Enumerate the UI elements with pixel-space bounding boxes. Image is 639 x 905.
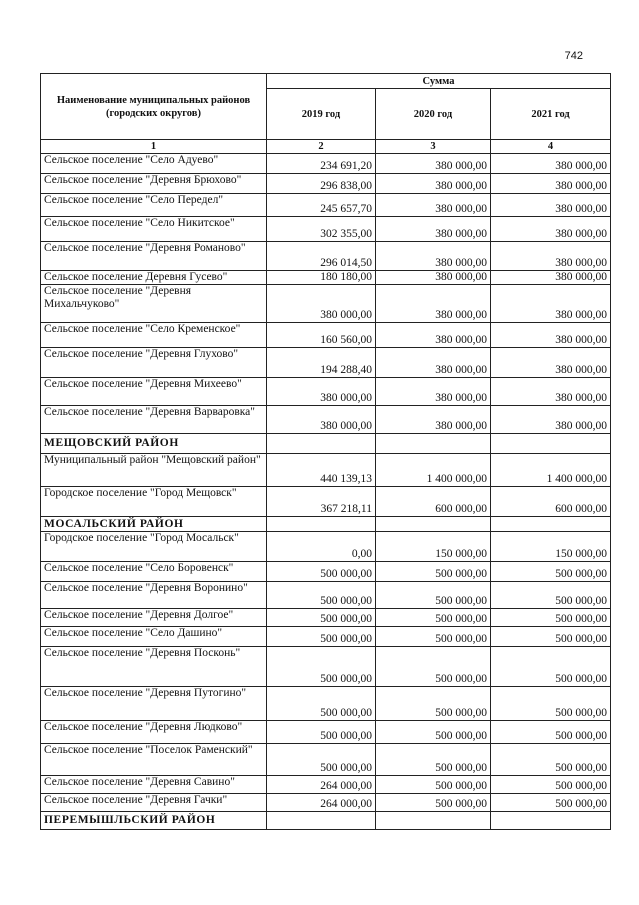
section-row bbox=[41, 812, 611, 830]
column-number-2: 2 bbox=[267, 140, 376, 154]
value-2020: 380 000,00 bbox=[376, 378, 491, 406]
value-2021: 500 000,00 bbox=[491, 647, 611, 687]
value-2021: 380 000,00 bbox=[491, 271, 611, 285]
value-2019: 296 838,00 bbox=[267, 174, 376, 194]
table-row bbox=[41, 154, 611, 174]
table-row bbox=[41, 562, 611, 582]
value-2019: 380 000,00 bbox=[267, 285, 376, 323]
row-name: Сельское поселение "Деревня Глухово" bbox=[41, 348, 267, 378]
header-year-2019: 2019 год bbox=[267, 89, 376, 140]
header-sum: Сумма bbox=[267, 74, 611, 89]
row-name: Сельское поселение "Село Боровенск" bbox=[41, 562, 267, 582]
table-row bbox=[41, 454, 611, 487]
value-2020: 500 000,00 bbox=[376, 721, 491, 744]
column-number-1: 1 bbox=[41, 140, 267, 154]
value-2019: 500 000,00 bbox=[267, 562, 376, 582]
value-2021: 150 000,00 bbox=[491, 532, 611, 562]
row-name: Сельское поселение "Село Адуево" bbox=[41, 154, 267, 174]
value-2021: 380 000,00 bbox=[491, 217, 611, 242]
table-row bbox=[41, 776, 611, 794]
value-2019: 500 000,00 bbox=[267, 609, 376, 627]
value-2021: 500 000,00 bbox=[491, 687, 611, 721]
column-number-4: 4 bbox=[491, 140, 611, 154]
value-2021: 500 000,00 bbox=[491, 744, 611, 776]
value-2019: 264 000,00 bbox=[267, 794, 376, 812]
value-2020: 500 000,00 bbox=[376, 794, 491, 812]
table-row bbox=[41, 609, 611, 627]
row-name: МЕЩОВСКИЙ РАЙОН bbox=[41, 434, 267, 454]
table-row bbox=[41, 194, 611, 217]
section-row bbox=[41, 517, 611, 532]
header-year-2021: 2021 год bbox=[491, 89, 611, 140]
value-2020: 500 000,00 bbox=[376, 647, 491, 687]
value-2021: 500 000,00 bbox=[491, 721, 611, 744]
row-name: Сельское поселение "Деревня Савино" bbox=[41, 776, 267, 794]
row-name: Сельское поселение "Село Передел" bbox=[41, 194, 267, 217]
value-2020: 380 000,00 bbox=[376, 174, 491, 194]
table-row bbox=[41, 348, 611, 378]
value-2020: 500 000,00 bbox=[376, 744, 491, 776]
value-2020: 380 000,00 bbox=[376, 285, 491, 323]
value-2021: 380 000,00 bbox=[491, 285, 611, 323]
value-2020: 380 000,00 bbox=[376, 194, 491, 217]
value-2019: 367 218,11 bbox=[267, 487, 376, 517]
table-row bbox=[41, 271, 611, 285]
value-2020: 380 000,00 bbox=[376, 154, 491, 174]
row-name: ПЕРЕМЫШЛЬСКИЙ РАЙОН bbox=[41, 812, 267, 830]
table-row bbox=[41, 647, 611, 687]
value-2020: 380 000,00 bbox=[376, 323, 491, 348]
value-2019 bbox=[267, 517, 376, 532]
value-2021: 380 000,00 bbox=[491, 174, 611, 194]
budget-table bbox=[40, 73, 611, 830]
row-name: Сельское поселение "Деревня Посконь" bbox=[41, 647, 267, 687]
value-2019: 160 560,00 bbox=[267, 323, 376, 348]
value-2021: 380 000,00 bbox=[491, 242, 611, 271]
value-2021: 500 000,00 bbox=[491, 776, 611, 794]
value-2021: 380 000,00 bbox=[491, 378, 611, 406]
table-row bbox=[41, 378, 611, 406]
row-name: Сельское поселение "Деревня Путогино" bbox=[41, 687, 267, 721]
value-2020: 150 000,00 bbox=[376, 532, 491, 562]
value-2019: 500 000,00 bbox=[267, 647, 376, 687]
page-number: 742 bbox=[564, 50, 583, 62]
value-2020 bbox=[376, 812, 491, 830]
value-2020: 380 000,00 bbox=[376, 348, 491, 378]
value-2021 bbox=[491, 517, 611, 532]
table-row bbox=[41, 532, 611, 562]
row-name: Сельское поселение "Деревня Долгое" bbox=[41, 609, 267, 627]
row-name: Городское поселение "Город Мещовск" bbox=[41, 487, 267, 517]
table-row bbox=[41, 487, 611, 517]
value-2021: 380 000,00 bbox=[491, 323, 611, 348]
value-2020: 380 000,00 bbox=[376, 271, 491, 285]
row-name: Сельское поселение "Село Никитское" bbox=[41, 217, 267, 242]
value-2021: 380 000,00 bbox=[491, 406, 611, 434]
value-2019: 245 657,70 bbox=[267, 194, 376, 217]
header-name: Наименование муниципальных районов (городских округов) bbox=[41, 74, 267, 140]
value-2021: 380 000,00 bbox=[491, 154, 611, 174]
row-name: Городское поселение "Город Мосальск" bbox=[41, 532, 267, 562]
table-row bbox=[41, 687, 611, 721]
value-2021 bbox=[491, 812, 611, 830]
row-name: Сельское поселение "Поселок Раменский" bbox=[41, 744, 267, 776]
value-2020 bbox=[376, 517, 491, 532]
value-2021: 500 000,00 bbox=[491, 582, 611, 609]
value-2021: 600 000,00 bbox=[491, 487, 611, 517]
value-2019: 500 000,00 bbox=[267, 721, 376, 744]
section-row bbox=[41, 434, 611, 454]
row-name: Сельское поселение Деревня Гусево" bbox=[41, 271, 267, 285]
value-2021 bbox=[491, 434, 611, 454]
table-row bbox=[41, 721, 611, 744]
value-2019: 500 000,00 bbox=[267, 687, 376, 721]
value-2019: 296 014,50 bbox=[267, 242, 376, 271]
table-row bbox=[41, 627, 611, 647]
value-2021: 380 000,00 bbox=[491, 194, 611, 217]
value-2019: 500 000,00 bbox=[267, 582, 376, 609]
value-2019: 500 000,00 bbox=[267, 627, 376, 647]
value-2019: 194 288,40 bbox=[267, 348, 376, 378]
row-name: Сельское поселение "Деревня Романово" bbox=[41, 242, 267, 271]
row-name: Сельское поселение "Деревня Михеево" bbox=[41, 378, 267, 406]
row-name: МОСАЛЬСКИЙ РАЙОН bbox=[41, 517, 267, 532]
value-2020: 600 000,00 bbox=[376, 487, 491, 517]
row-name: Сельское поселение "Деревня Михальчуково" bbox=[41, 285, 267, 323]
table-row bbox=[41, 744, 611, 776]
table-row bbox=[41, 242, 611, 271]
value-2019: 380 000,00 bbox=[267, 378, 376, 406]
table-row bbox=[41, 582, 611, 609]
value-2019: 440 139,13 bbox=[267, 454, 376, 487]
value-2020: 1 400 000,00 bbox=[376, 454, 491, 487]
value-2020: 380 000,00 bbox=[376, 242, 491, 271]
value-2019: 180 180,00 bbox=[267, 271, 376, 285]
row-name: Сельское поселение "Деревня Людково" bbox=[41, 721, 267, 744]
row-name: Сельское поселение "Село Кременское" bbox=[41, 323, 267, 348]
row-name: Сельское поселение "Деревня Варваровка" bbox=[41, 406, 267, 434]
value-2021: 500 000,00 bbox=[491, 627, 611, 647]
value-2019: 500 000,00 bbox=[267, 744, 376, 776]
row-name: Сельское поселение "Село Дашино" bbox=[41, 627, 267, 647]
table-row bbox=[41, 174, 611, 194]
row-name: Муниципальный район "Мещовский район" bbox=[41, 454, 267, 487]
row-name: Сельское поселение "Деревня Воронино" bbox=[41, 582, 267, 609]
table-row bbox=[41, 217, 611, 242]
value-2020: 380 000,00 bbox=[376, 406, 491, 434]
value-2019: 234 691,20 bbox=[267, 154, 376, 174]
value-2021: 500 000,00 bbox=[491, 562, 611, 582]
header-year-2020: 2020 год bbox=[376, 89, 491, 140]
value-2021: 500 000,00 bbox=[491, 609, 611, 627]
value-2020: 500 000,00 bbox=[376, 687, 491, 721]
row-name: Сельское поселение "Деревня Гачки" bbox=[41, 794, 267, 812]
value-2019 bbox=[267, 812, 376, 830]
value-2021: 500 000,00 bbox=[491, 794, 611, 812]
table-row bbox=[41, 794, 611, 812]
table-row bbox=[41, 323, 611, 348]
value-2020: 500 000,00 bbox=[376, 582, 491, 609]
value-2020 bbox=[376, 434, 491, 454]
value-2019: 302 355,00 bbox=[267, 217, 376, 242]
table-row bbox=[41, 406, 611, 434]
value-2020: 500 000,00 bbox=[376, 609, 491, 627]
value-2019: 380 000,00 bbox=[267, 406, 376, 434]
table-body bbox=[41, 154, 611, 830]
column-number-3: 3 bbox=[376, 140, 491, 154]
value-2020: 380 000,00 bbox=[376, 217, 491, 242]
row-name: Сельское поселение "Деревня Брюхово" bbox=[41, 174, 267, 194]
value-2019: 0,00 bbox=[267, 532, 376, 562]
value-2020: 500 000,00 bbox=[376, 562, 491, 582]
value-2021: 1 400 000,00 bbox=[491, 454, 611, 487]
value-2019: 264 000,00 bbox=[267, 776, 376, 794]
value-2020: 500 000,00 bbox=[376, 627, 491, 647]
table-row bbox=[41, 285, 611, 323]
value-2020: 500 000,00 bbox=[376, 776, 491, 794]
value-2019 bbox=[267, 434, 376, 454]
value-2021: 380 000,00 bbox=[491, 348, 611, 378]
